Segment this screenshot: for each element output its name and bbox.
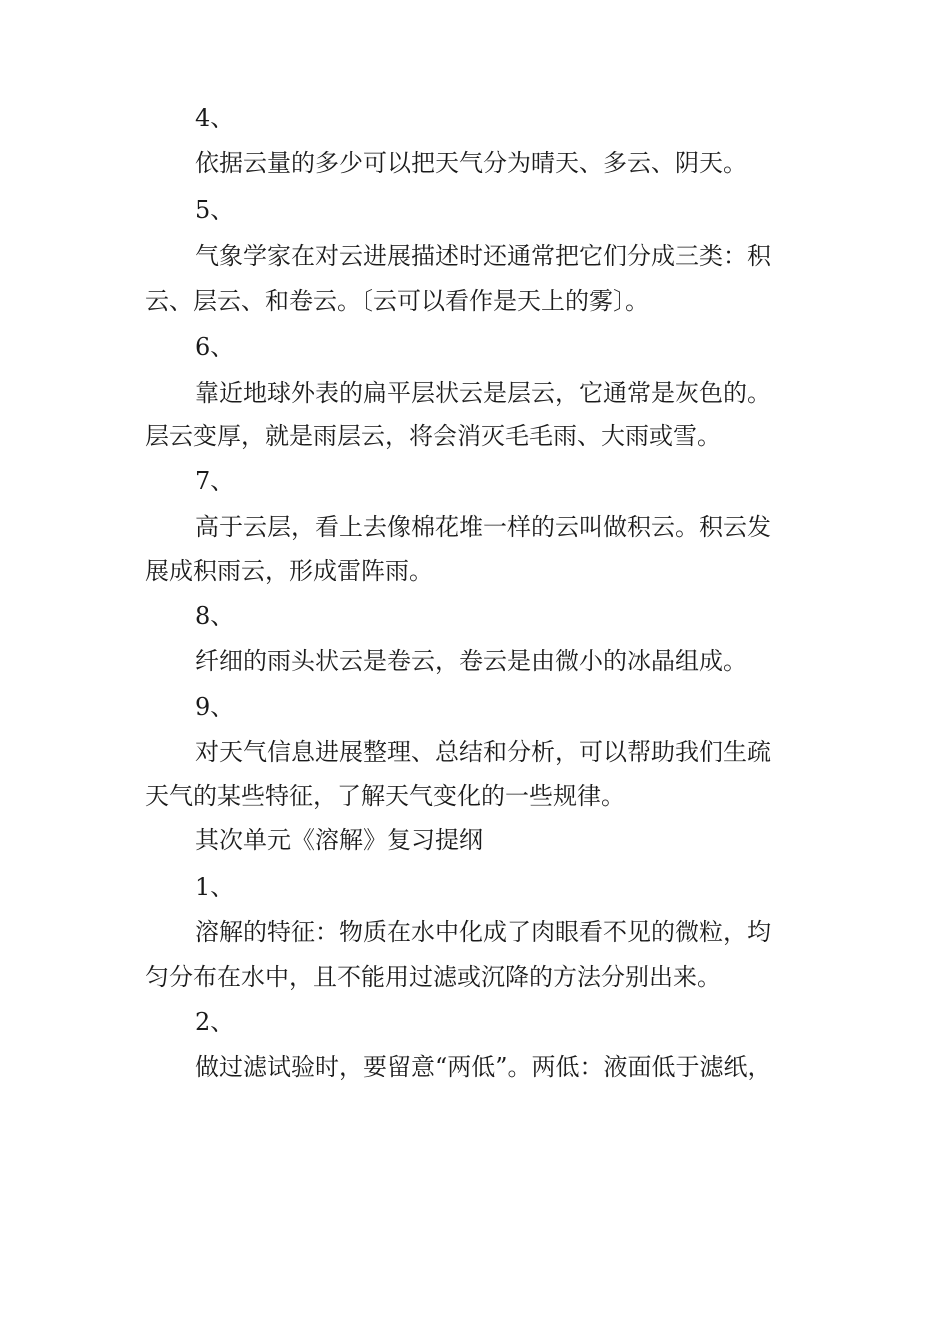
paragraph-line: 依据云量的多少可以把天气分为晴天、多云、阴天。 (195, 149, 747, 177)
paragraph-line: 天气的某些特征，了解天气变化的一些规律。 (145, 782, 625, 810)
paragraph-line: 靠近地球外表的扁平层状云是层云，它通常是灰色的。 (195, 379, 771, 407)
paragraph-line: 纤细的雨头状云是卷云，卷云是由微小的冰晶组成。 (195, 647, 747, 675)
item-number-6: 6、 (195, 333, 235, 361)
paragraph-line: 展成积雨云，形成雷阵雨。 (145, 557, 433, 585)
paragraph-line: 气象学家在对云进展描述时还通常把它们分成三类：积 (195, 242, 771, 270)
item-number-7: 7、 (195, 467, 235, 495)
paragraph-line: 对天气信息进展整理、总结和分析，可以帮助我们生疏 (195, 738, 771, 766)
paragraph-line: 匀分布在水中，且不能用过滤或沉降的方法分别出来。 (145, 963, 721, 991)
item-number-4: 4、 (195, 104, 235, 132)
paragraph-line: 层云变厚，就是雨层云，将会消灭毛毛雨、大雨或雪。 (145, 422, 721, 450)
item-number-9: 9、 (195, 693, 235, 721)
item-number-5: 5、 (195, 196, 235, 224)
paragraph-line: 溶解的特征：物质在水中化成了肉眼看不见的微粒，均 (195, 918, 771, 946)
item-number-2: 2、 (195, 1008, 235, 1036)
section-heading: 其次单元《溶解》复习提纲 (195, 826, 483, 854)
item-number-1: 1、 (195, 873, 235, 901)
paragraph-line: 高于云层，看上去像棉花堆一样的云叫做积云。积云发 (195, 513, 771, 541)
paragraph-line: 云、层云、和卷云。〔云可以看作是天上的雾〕。 (145, 287, 649, 315)
item-number-8: 8、 (195, 602, 235, 630)
paragraph-line: 做过滤试验时，要留意“两低”。两低：液面低于滤纸， (195, 1053, 772, 1081)
